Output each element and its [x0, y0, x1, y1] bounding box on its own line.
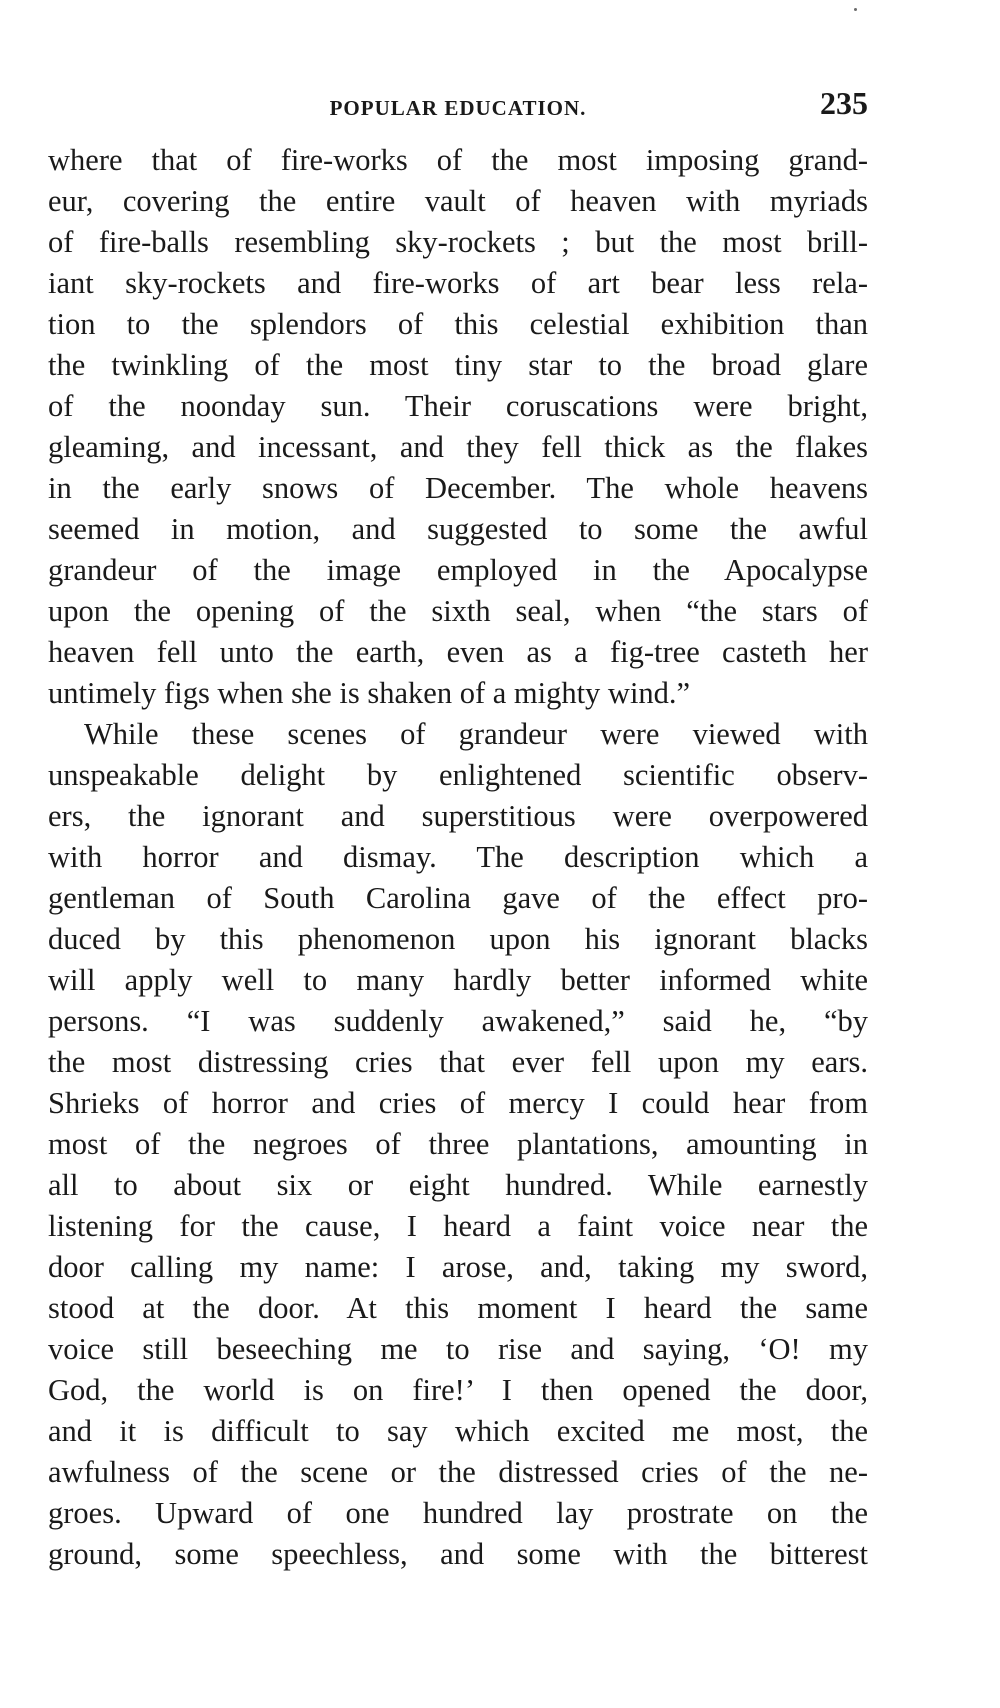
- text-line: While these scenes of grandeur were viewed with: [84, 717, 868, 751]
- text-line: ground, some speechless, and some with the bitterest: [48, 1537, 868, 1571]
- text-line: ers, the ignorant and superstitious were overpowered: [48, 799, 868, 833]
- text-line: of the noonday sun. Their coruscations were bright,: [48, 389, 868, 423]
- text-line: seemed in motion, and suggested to some the awful: [48, 512, 868, 546]
- text-line: where that of fire-works of the most imposing grand-: [48, 143, 868, 177]
- text-line: gleaming, and incessant, and they fell thick as the flakes: [48, 430, 868, 464]
- text-line: upon the opening of the sixth seal, when “the stars of: [48, 594, 868, 628]
- text-line: untimely figs when she is shaken of a mighty wind.”: [48, 676, 691, 710]
- running-header: [48, 86, 868, 126]
- text-line: groes. Upward of one hundred lay prostrate on the: [48, 1496, 868, 1530]
- page-number: 235: [820, 85, 868, 121]
- scan-speck: [854, 8, 857, 11]
- running-title: POPULAR EDUCATION.: [329, 96, 587, 120]
- text-line: most of the negroes of three plantations, amounting in: [48, 1127, 868, 1161]
- text-line: God, the world is on fire!’ I then opened the door,: [48, 1373, 868, 1407]
- text-line: eur, covering the entire vault of heaven with myriads: [48, 184, 868, 218]
- text-line: Shrieks of horror and cries of mercy I could hear from: [48, 1086, 868, 1120]
- text-line: in the early snows of December. The whole heavens: [48, 471, 868, 505]
- text-line: duced by this phenomenon upon his ignorant blacks: [48, 922, 868, 956]
- text-line: stood at the door. At this moment I heard the same: [48, 1291, 868, 1325]
- text-line: listening for the cause, I heard a faint voice near the: [48, 1209, 868, 1243]
- text-line: awfulness of the scene or the distressed cries of the ne-: [48, 1455, 868, 1489]
- text-line: will apply well to many hardly better informed white: [48, 963, 868, 997]
- text-line: iant sky-rockets and fire-works of art bear less rela-: [48, 266, 868, 300]
- text-line: with horror and dismay. The description which a: [48, 840, 868, 874]
- text-line: tion to the splendors of this celestial exhibition than: [48, 307, 868, 341]
- text-line: and it is difficult to say which excited me most, the: [48, 1414, 868, 1448]
- text-line: unspeakable delight by enlightened scientific observ-: [48, 758, 868, 792]
- paragraph-2: [48, 714, 868, 1575]
- text-line: the twinkling of the most tiny star to the broad glare: [48, 348, 868, 382]
- text-line: of fire-balls resembling sky-rockets ; but the most brill-: [48, 225, 868, 259]
- text-line: grandeur of the image employed in the Apocalypse: [48, 553, 868, 587]
- paragraph-1: [48, 140, 868, 714]
- text-line: heaven fell unto the earth, even as a fig-tree casteth her: [48, 635, 868, 669]
- text-line: all to about six or eight hundred. While earnestly: [48, 1168, 868, 1202]
- text-line: voice still beseeching me to rise and saying, ‘O! my: [48, 1332, 868, 1366]
- text-line: door calling my name: I arose, and, taking my sword,: [48, 1250, 868, 1284]
- text-line: gentleman of South Carolina gave of the effect pro-: [48, 881, 868, 915]
- text-line: persons. “I was suddenly awakened,” said he, “by: [48, 1004, 868, 1038]
- body-text: [48, 140, 868, 1575]
- text-line: the most distressing cries that ever fell upon my ears.: [48, 1045, 868, 1079]
